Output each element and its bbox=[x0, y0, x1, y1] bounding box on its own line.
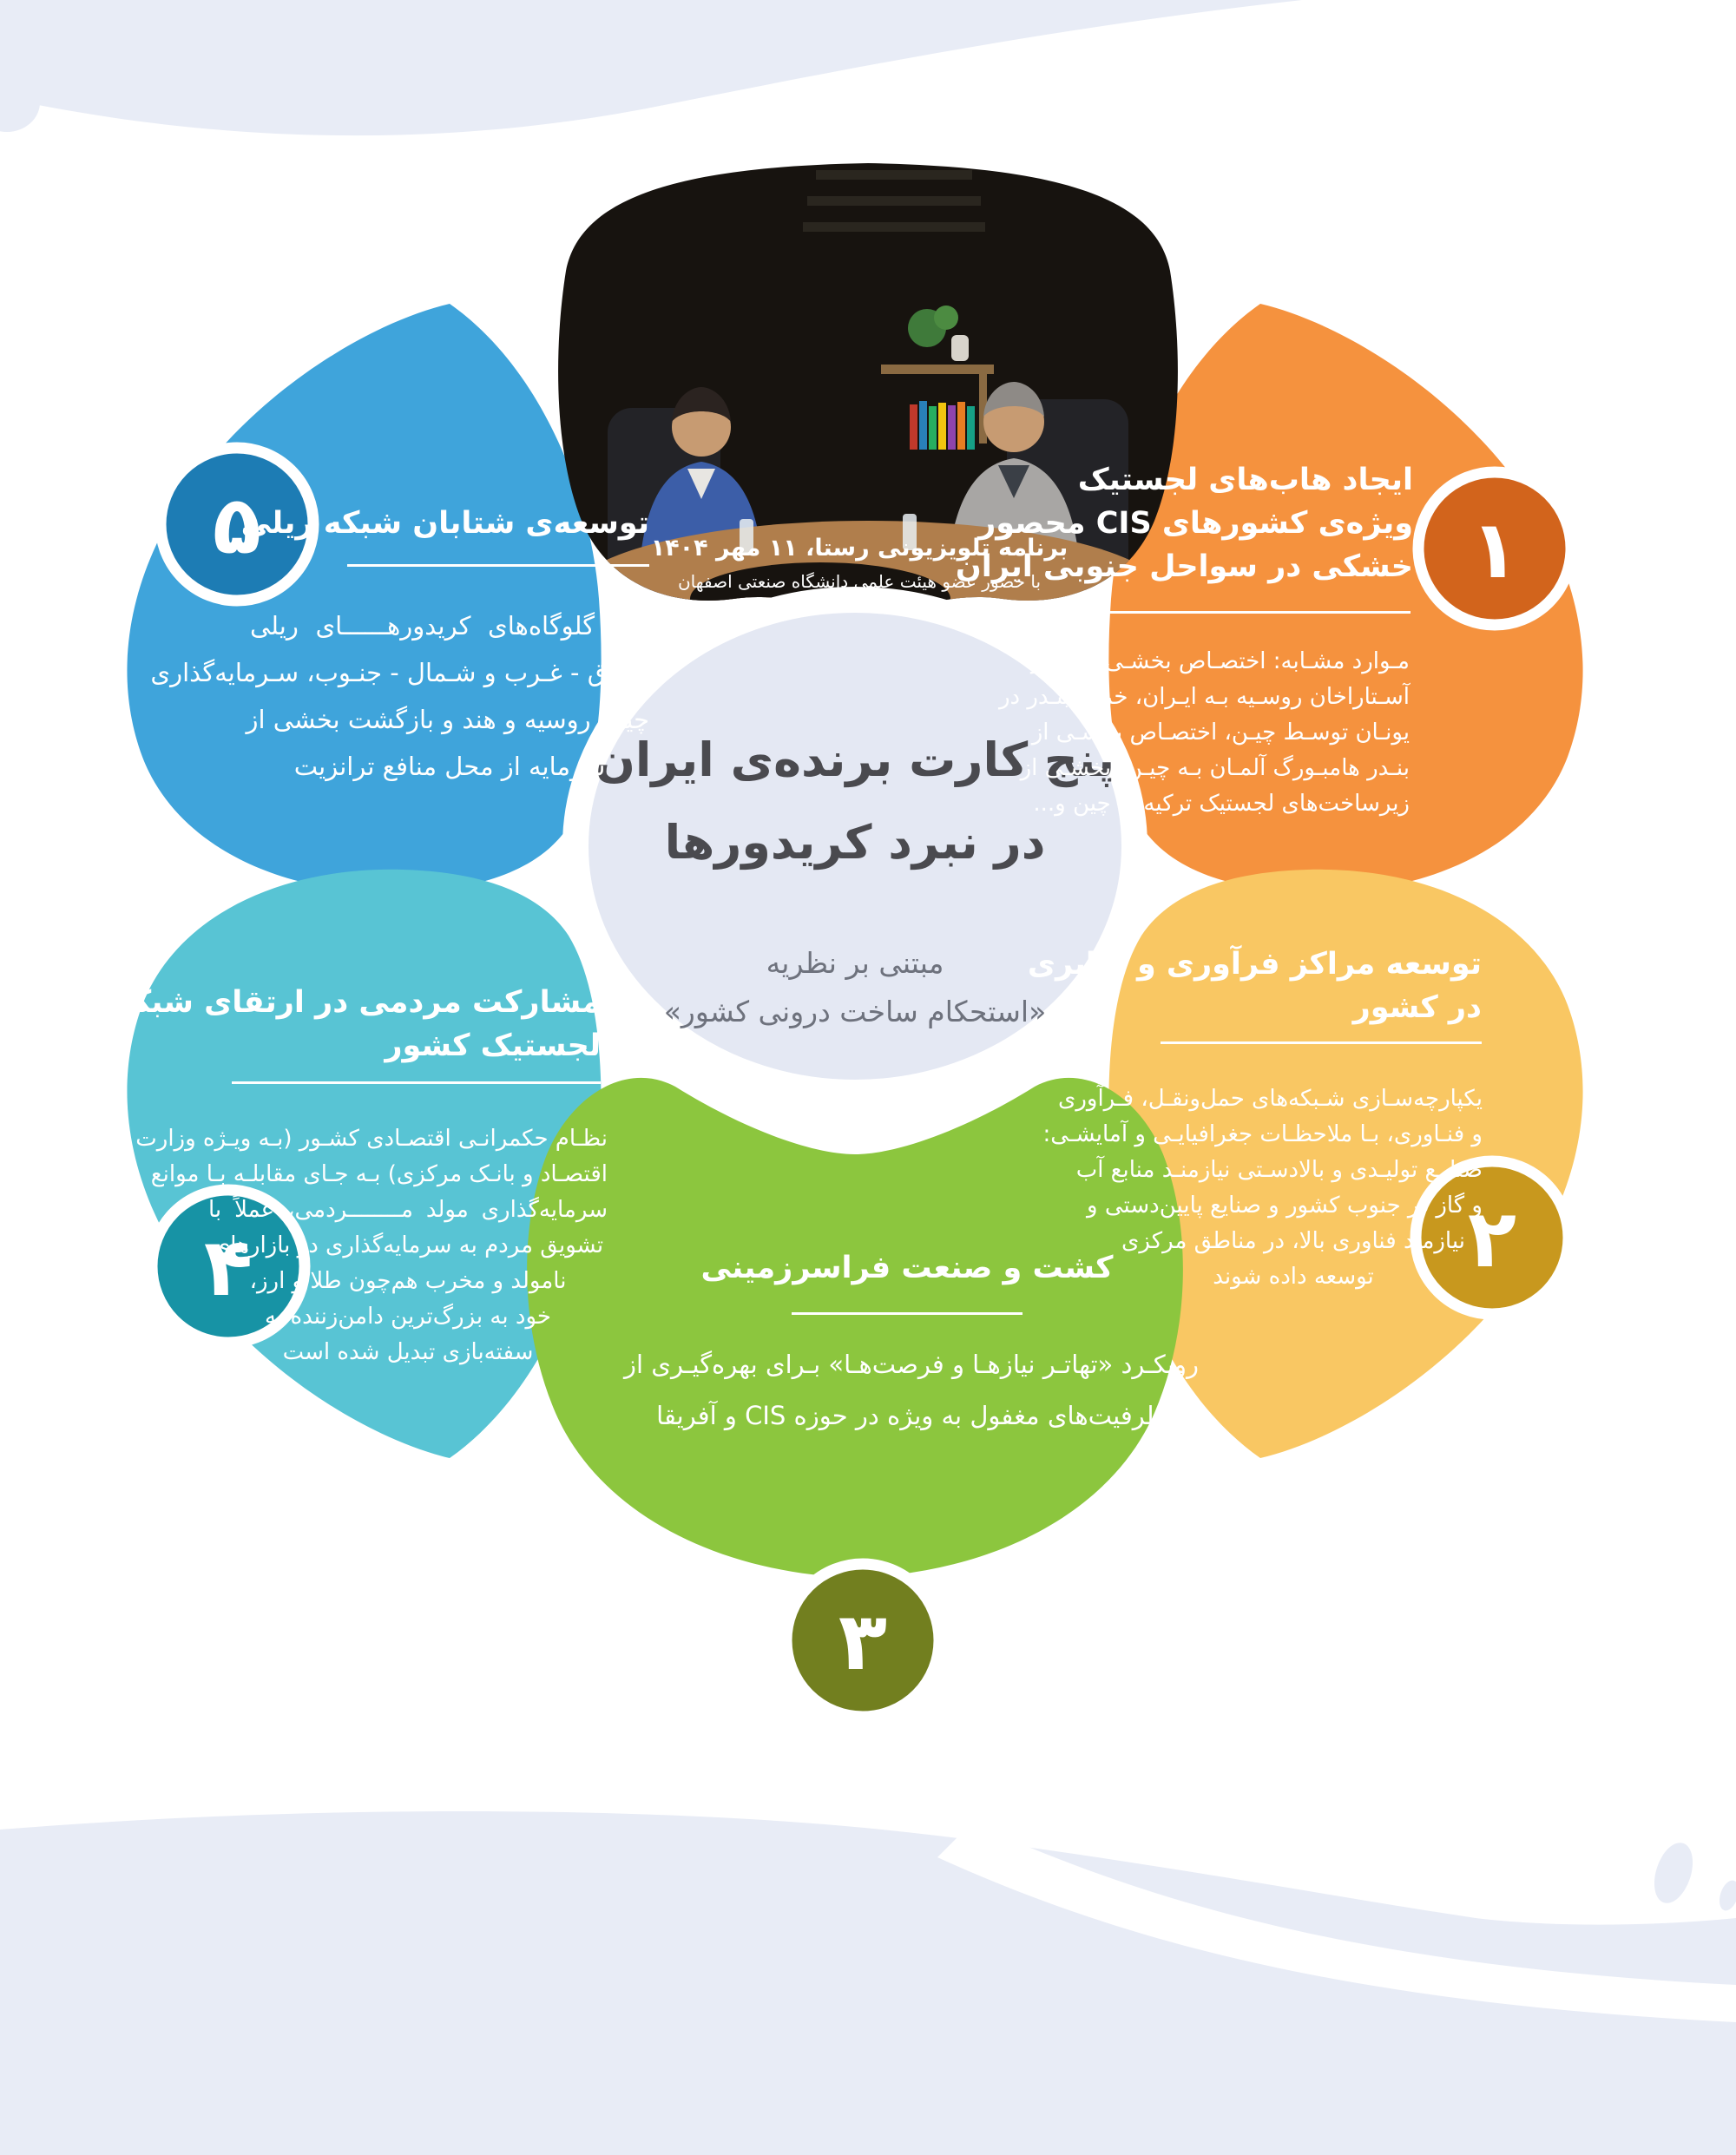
petal-2-divider bbox=[1161, 1041, 1482, 1044]
books bbox=[910, 401, 975, 450]
photo-caption-subtitle: با حضور عضو هیئت علمی دانشگاه صنعتی اصفهان bbox=[677, 571, 1042, 592]
petal-5-body-line: شـرق - غـرب و شـمال - جنـوب، سـرمایه‌گذاری bbox=[150, 658, 649, 687]
petal-1-body-line: مـوارد مشـابه: اختصـاص بخشـی از بنـدر bbox=[1030, 648, 1410, 674]
petal-1-title bbox=[955, 458, 1413, 588]
petal-5-body-line: رفع گلوگاه‌های کریدورهــــــای ریلی bbox=[250, 611, 649, 641]
petal-5-title-line: توسعه‌ی شتابان شبکه ریلی bbox=[240, 506, 649, 541]
petal-2-body-line: و فنـاوری، بـا ملاحظـات جغرافیایـی و آمایشـی: bbox=[1042, 1121, 1483, 1147]
badge-4-number: ۴ bbox=[203, 1221, 253, 1314]
badge-3 bbox=[786, 1564, 939, 1717]
shelf bbox=[881, 365, 994, 374]
petal-4-body bbox=[135, 1121, 608, 1370]
petal-4-title-line: لجستیک کشور bbox=[385, 1028, 601, 1063]
petal-5-divider bbox=[347, 564, 649, 567]
petal-2-title-line: در کشور bbox=[1352, 990, 1482, 1025]
petal-1-body-line: زیرساخت‌های لجستیک ترکیه به چین و... bbox=[1033, 791, 1410, 817]
petal-3-divider bbox=[792, 1312, 1023, 1315]
petal-4-body-line: تشویق مردم به سرمایه‌گذاری در بازارهای bbox=[212, 1232, 604, 1258]
petal-2-body-line: نیازمند فناوری بالا، در مناطق مرکزی bbox=[1121, 1228, 1465, 1254]
petal-2-body-line: یکپارچه‌سـازی شـبکه‌های حمل‌ونقـل، فـرآوری bbox=[1058, 1086, 1483, 1112]
petal-4-body-line: سرمایه‌گذاری مولد مــــــــردمی، عملاً با bbox=[208, 1197, 608, 1223]
petal-1-title-line: ویژه‌ی کشورهای CIS محصور bbox=[978, 506, 1413, 541]
badge-1-number: ۱ bbox=[1470, 503, 1520, 596]
petal-4-title bbox=[55, 981, 601, 1068]
petal-4-body-line: سفته‌بازی تبدیل شده است bbox=[282, 1339, 534, 1365]
petal-4-body-line: اقتصـاد و بانـک مرکزی) بـه جـای مقابلـه بـا موانع bbox=[150, 1161, 608, 1187]
petal-5-body bbox=[150, 602, 649, 790]
petal-3-body-line: ظرفیت‌های مغفول به ویژه در حوزه CIS و آفریقا bbox=[656, 1401, 1167, 1430]
petal-4-body-line: خود به بزرگ‌ترین دامن‌زننده به bbox=[265, 1304, 551, 1330]
petal-1-body bbox=[998, 644, 1410, 822]
petal-2-body-line: صنایـع تولیـدی و بالادسـتی نیازمنـد منابع آب bbox=[1075, 1157, 1483, 1183]
main-title-line2: در نبرد کریدورها bbox=[664, 815, 1046, 870]
petal-1-title-line: خشکی در سواحل جنوبی ایران bbox=[955, 549, 1413, 584]
petal-3-body-line: رویکـرد «تهاتـر نیازهـا و فرصت‌هـا» بـرای بهره‌گیـری از bbox=[623, 1350, 1199, 1379]
petal-2-body-line: و گاز در جنوب کشور و صنایع پایین‌دستی و bbox=[1087, 1192, 1483, 1219]
main-subtitle-line1: مبتنی بر نظریه bbox=[766, 946, 944, 980]
petal-2-body bbox=[1042, 1081, 1483, 1295]
petal-5-title bbox=[240, 502, 649, 545]
petal-1-body-line: بنـدر هامبـورگ آلمـان بـه چیـن، بخشـی از bbox=[1020, 755, 1410, 781]
petal-5-body-line: سرمایه از محل منافع ترانزیت bbox=[293, 752, 606, 781]
petal-4-body-line: نامولد و مخرب هم‌چون طلا و ارز، bbox=[249, 1268, 567, 1294]
petal-4-body-line: نظـام حکمرانـی اقتصـادی کشـور (بـه ویـژه وزارت bbox=[135, 1126, 608, 1152]
badge-1 bbox=[1418, 472, 1571, 625]
badge-2-number: ۲ bbox=[1467, 1192, 1517, 1285]
petal-4-title-line: مشارکت مردمی در ارتقای شبکه‌های bbox=[55, 985, 601, 1020]
petal-1-title-line: ایجاد هاب‌های لجستیک bbox=[1077, 463, 1413, 497]
vase bbox=[951, 335, 969, 361]
main-subtitle-line2: «استحکام ساخت درونی کشور» bbox=[663, 995, 1047, 1028]
badge-3-number: ۳ bbox=[838, 1595, 888, 1688]
petal-3-body bbox=[573, 1339, 1250, 1442]
petal-5-body-line: چین، روسیه و هند و بازگشت بخشی از bbox=[246, 705, 649, 734]
badge-5-number: ۵ bbox=[212, 479, 262, 572]
petal-1-divider bbox=[1108, 611, 1410, 614]
petal-3-title bbox=[690, 1246, 1124, 1290]
petal-1-body-line: آسـتاراخان روسـیه بـه ایـران، خریـد بنـدر در bbox=[998, 684, 1410, 710]
photo-caption-title: برنامه تلویزیونی رستا، ۱۱ مهر ۱۴۰۴ bbox=[650, 535, 1069, 562]
bottom-right-dot bbox=[1647, 1838, 1700, 1909]
petal-4-divider bbox=[232, 1081, 601, 1084]
bottom-right-dot-small bbox=[1716, 1878, 1736, 1913]
petal-3-title-line: کشت و صنعت فراسرزمینی bbox=[700, 1251, 1114, 1285]
petal-2-body-line: توسعه داده شوند bbox=[1213, 1264, 1374, 1290]
petal-2-title-line: توسعه مراکز فرآوری و ترابری bbox=[1027, 947, 1482, 982]
petal-1-body-line: یونـان توسـط چیـن، اختصـاص بخشـی از bbox=[1031, 719, 1410, 746]
top-wave bbox=[0, 0, 1302, 135]
main-title-line1: پنج کارت برنده‌ی ایران bbox=[595, 733, 1115, 787]
petal-2-title bbox=[1027, 943, 1482, 1029]
